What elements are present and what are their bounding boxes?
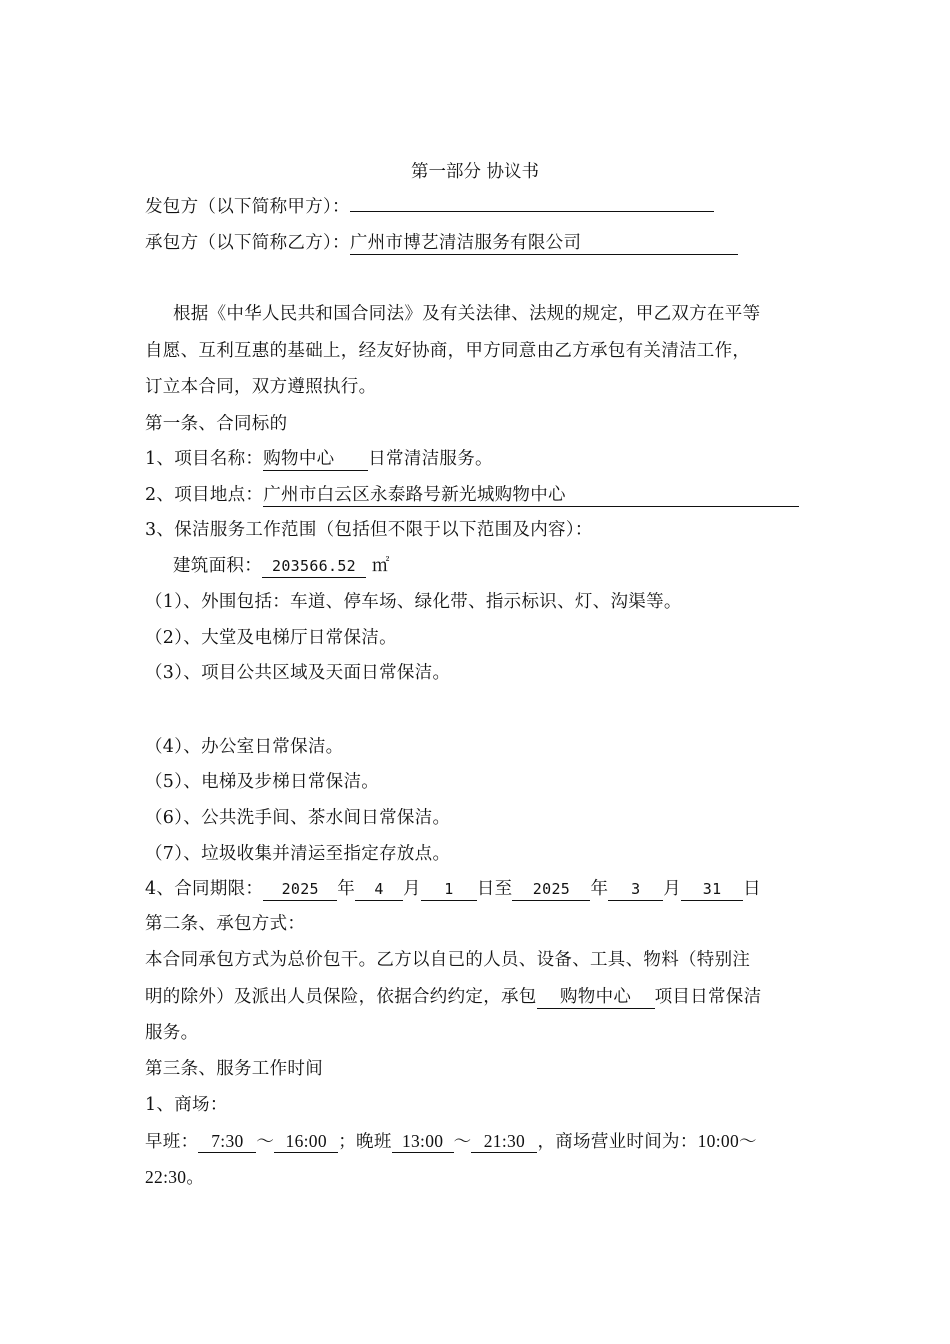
morning-end: 16:00 (274, 1131, 338, 1153)
month-label: 月 (663, 879, 682, 899)
morning-shift-label: 早班： (145, 1132, 199, 1152)
evening-start: 13:00 (392, 1131, 454, 1153)
party-a-label: 发包方（以下简称甲方）： (145, 197, 350, 217)
intro-line-3: 订立本合同，双方遵照执行。 (145, 377, 377, 397)
month-label: 月 (403, 879, 421, 899)
end-month: 3 (608, 879, 663, 901)
start-day: 1 (421, 879, 477, 901)
party-a-line (145, 195, 714, 219)
business-hours-end: 22:30。 (145, 1167, 205, 1187)
day-label: 日 (743, 879, 761, 899)
article-1-heading: 第一条、合同标的 (145, 414, 288, 434)
party-b-label: 承包方（以下简称乙方）： (145, 233, 350, 253)
tilde: ～ (453, 1132, 472, 1152)
project-name-value: 购物中心 (263, 449, 368, 471)
building-area-unit: ㎡ (371, 556, 390, 576)
business-hours-label: ，商场营业时间为：10:00～ (537, 1131, 757, 1151)
scope-item-5: （5）、电梯及步梯日常保洁。 (145, 772, 380, 792)
scope-item-6: （6）、公共洗手间、茶水间日常保洁。 (145, 808, 451, 828)
intro-line-2: 自愿、互利互惠的基础上，经友好协商，甲方同意由乙方承包有关清洁工作， (145, 341, 751, 361)
article-2-heading: 第二条、承包方式： (145, 914, 306, 934)
article-2-project-value: 购物中心 (537, 987, 655, 1009)
intro-line-1: 根据《中华人民共和国合同法》及有关法律、法规的规定，甲乙双方在平等 (173, 304, 761, 324)
year-label: 年 (337, 879, 356, 899)
project-name-label: 1、项目名称： (145, 449, 264, 469)
project-location-line (145, 483, 799, 507)
to-label: 日至 (476, 879, 513, 899)
evening-shift-label: ；晚班 (338, 1132, 392, 1152)
party-a-blank (350, 211, 714, 212)
mall-item: 1、商场： (145, 1095, 228, 1115)
building-area-value: 203566.52 (262, 556, 366, 578)
scope-item-3: （3）、项目公共区域及天面日常保洁。 (145, 663, 451, 683)
project-name-line (145, 447, 493, 471)
project-location-label: 2、项目地点： (145, 485, 264, 505)
end-year: 2025 (512, 879, 590, 901)
start-year: 2025 (263, 879, 337, 901)
service-scope-heading: 3、保洁服务工作范围（包括但不限于以下范围及内容）： (145, 520, 593, 540)
article-2-line-2-suffix: 项目日常保洁 (654, 987, 762, 1007)
shift-line (145, 1129, 757, 1154)
year-label: 年 (590, 879, 609, 899)
start-month: 4 (355, 879, 403, 901)
scope-item-7: （7）、垃圾收集并清运至指定存放点。 (145, 844, 451, 864)
building-area-line (173, 554, 390, 578)
morning-start: 7:30 (198, 1131, 256, 1153)
scope-item-4: （4）、办公室日常保洁。 (145, 737, 344, 757)
article-2-line-3: 服务。 (145, 1023, 199, 1043)
project-location-value: 广州市白云区永泰路号新光城购物中心 (263, 485, 799, 507)
article-2-line-2 (145, 985, 761, 1009)
party-b-name: 广州市博艺清洁服务有限公司 (350, 233, 738, 255)
tilde: ～ (256, 1132, 275, 1152)
end-day: 31 (681, 879, 743, 901)
evening-end: 21:30 (471, 1131, 537, 1153)
building-area-label: 建筑面积： (173, 556, 262, 576)
article-3-heading: 第三条、服务工作时间 (145, 1059, 323, 1079)
party-b-line (145, 231, 738, 255)
article-2-line-1: 本合同承包方式为总价包干。乙方以自已的人员、设备、工具、物料（特别注 (145, 950, 751, 970)
scope-item-2: （2）、大堂及电梯厅日常保洁。 (145, 628, 397, 648)
document-title: 第一部分 协议书 (410, 162, 540, 182)
contract-term-label: 4、合同期限： (145, 879, 264, 899)
article-2-line-2-prefix: 明的除外）及派出人员保险，依据合约约定，承包 (145, 987, 537, 1007)
contract-term-line (145, 877, 761, 901)
scope-item-1: （1）、外围包括：车道、停车场、绿化带、指示标识、灯、沟渠等。 (145, 592, 682, 612)
project-name-suffix: 日常清洁服务。 (368, 449, 493, 469)
